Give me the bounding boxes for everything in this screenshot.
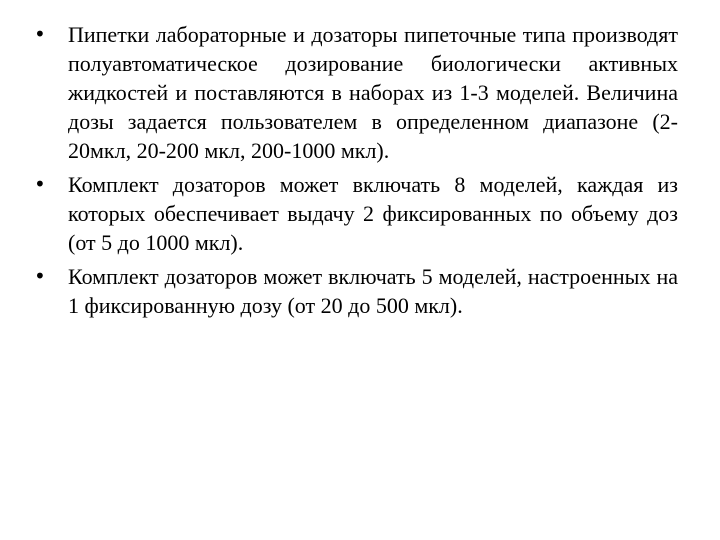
bullet-icon: • bbox=[34, 172, 46, 196]
bullet-text: Комплект дозаторов может включать 5 моделей, настроенных на 1 фиксированную дозу (от 20 до 500 мкл). bbox=[68, 264, 678, 318]
bullet-item-eight-models bbox=[34, 170, 678, 257]
bullet-item-five-models bbox=[34, 262, 678, 320]
bullet-item-pipettes bbox=[34, 20, 678, 165]
bullet-icon: • bbox=[34, 22, 46, 46]
bullet-icon: • bbox=[34, 264, 46, 288]
bullet-text: Комплект дозаторов может включать 8 моделей, каждая из которых обеспечивает выдачу 2 фиксированных по объему доз (от 5 до 1000 мкл). bbox=[68, 172, 678, 255]
bullet-list bbox=[34, 20, 678, 325]
bullet-text: Пипетки лабораторные и дозаторы пипеточные типа производят полуавтоматическое дозирование биологически активных жидкостей и поставляются в наборах из 1-3 моделей. Величина дозы задается пользователем в определенном диапазоне (2-20мкл, 20-200 мкл, 200-1000 мкл). bbox=[68, 22, 678, 163]
